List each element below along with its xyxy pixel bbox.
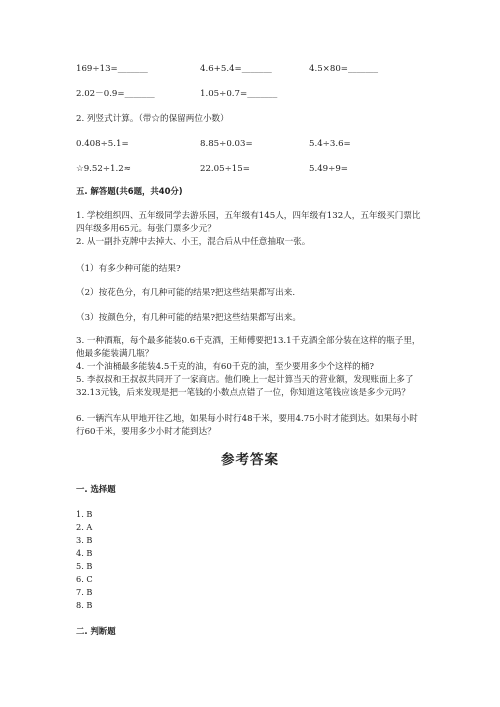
- vertical-item: 5.49÷9=: [309, 164, 349, 174]
- calc-row-2: [76, 88, 436, 101]
- question-1: 1. 学校组织四、五年级同学去游乐园，五年级有145人，四年级有132人，五年级买门票比四年级多用65元。每张门票多少元？: [76, 211, 421, 234]
- vertical-row-1: [76, 138, 436, 151]
- choice-answer: 7. B: [76, 587, 93, 597]
- calc-row-1: [76, 63, 436, 76]
- choice-answer: 5. B: [76, 561, 93, 571]
- vertical-item: 8.85÷0.03=: [200, 139, 253, 149]
- calc-item: 169÷13=_______: [76, 64, 148, 74]
- question-5: 5. 李叔叔和王叔叔共同开了一家商店。他们晚上一起计算当天的营业额，发现账面上多了32.13元钱，后来发现是把一笔钱的小数点点错了一位，你知道这笔钱应该是多少元吗？: [76, 375, 414, 398]
- choice-heading: 一. 选择题: [76, 484, 116, 494]
- question-2-sub-2: （2）按花色分，有几种可能的结果?把这些结果都写出来.: [76, 288, 296, 298]
- question-2-sub-1: （1）有多少种可能的结果?: [76, 264, 181, 274]
- vertical-item: 0.408÷5.1=: [76, 139, 129, 149]
- answer-key-title: 参考答案: [221, 452, 279, 468]
- question-4: 4. 一个油桶最多能装4.5千克的油，有60千克的油，至少要用多少个这样的桶?: [76, 362, 374, 372]
- choice-answer: 1. B: [76, 509, 93, 519]
- choice-answer: 3. B: [76, 535, 93, 545]
- calc-item: 1.05÷0.7=_______: [200, 89, 278, 99]
- vertical-row-2: [76, 163, 436, 176]
- question-6: 6. 一辆汽车从甲地开往乙地，如果每小时行48千米，要用4.75小时才能到达。如果每小时行60千米，要用多少小时才能到达？: [76, 414, 418, 437]
- choice-answer: 6. C: [76, 574, 93, 584]
- section-5-heading: 五. 解答题(共6题，共40分): [76, 186, 183, 196]
- choice-answer: 4. B: [76, 548, 93, 558]
- choice-answer: 2. A: [76, 522, 93, 532]
- choice-answer: 8. B: [76, 600, 93, 610]
- question-3: 3. 一种酒瓶，每个最多能装0.6千克酒，王师傅要把13.1千克酒全部分装在这样的瓶子里，他最多能装满几瓶？: [76, 336, 421, 359]
- vertical-item: ☆9.52÷1.2≈: [76, 164, 131, 174]
- question-2: 2. 从一副扑克牌中去掉大、小王，混合后从中任意抽取一张。: [76, 237, 311, 247]
- vertical-item: 5.4÷3.6=: [309, 139, 351, 149]
- calc-item: 2.02－0.9=_______: [76, 89, 155, 99]
- judge-heading: 二. 判断题: [76, 626, 116, 636]
- vertical-item: 22.05÷15=: [200, 164, 250, 174]
- calc-item: 4.5×80=_______: [309, 64, 379, 74]
- calc-item: 4.6+5.4=_______: [200, 64, 272, 74]
- question-2-sub-3: （3）按颜色分，有几种可能的结果?把这些结果都写出来。: [76, 313, 301, 323]
- vertical-calc-title: 2. 列竖式计算。（带☆的保留两位小数）: [76, 114, 229, 124]
